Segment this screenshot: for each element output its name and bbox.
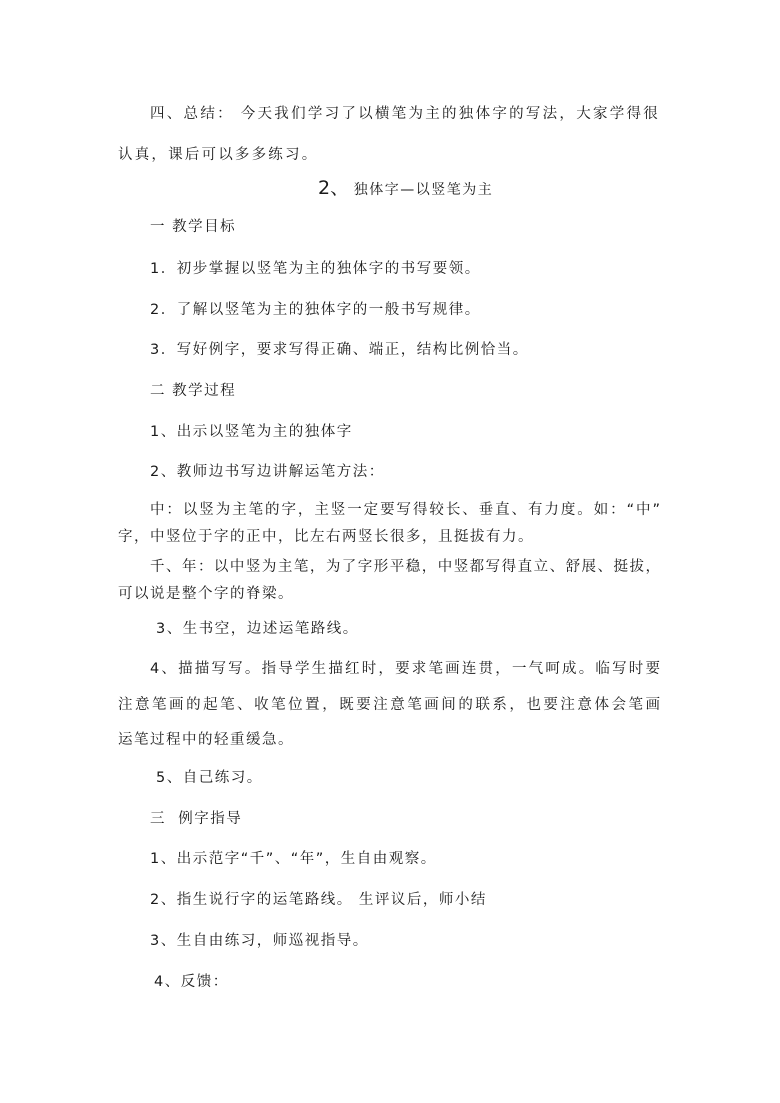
qian-paragraph-line-2: 可以说是整个字的脊梁。 xyxy=(118,586,294,602)
zhong-paragraph-line-1: 中：以竖为主笔的字，主竖一定要写得较长、垂直、有力度。如：“中” xyxy=(150,502,660,518)
process-item-4-line-3: 运笔过程中的轻重缓急。 xyxy=(118,732,294,748)
process-item-4-line-2: 注意笔画的起笔、收笔位置，既要注意笔画间的联系，也要注意体会笔画 xyxy=(118,697,660,713)
section-heading-text: 独体字—以竖笔为主 xyxy=(353,182,494,198)
zhong-paragraph-line-2: 字，中竖位于字的正中，比左右两竖长很多，且挺拔有力。 xyxy=(118,529,534,545)
section-heading xyxy=(318,178,493,200)
process-item-2: 2、教师边书写边讲解运笔方法： xyxy=(150,464,385,480)
goal-item-2: 2．了解以竖笔为主的独体字的一般书写规律。 xyxy=(150,302,481,318)
summary-line-1: 四、总结： 今天我们学习了以横笔为主的独体字的写法，大家学得很 xyxy=(150,106,660,122)
goal-heading: 一 教学目标 xyxy=(150,219,237,235)
example-heading: 三 例字指导 xyxy=(150,811,243,827)
example-item-2: 2、指生说行字的运笔路线。 生评议后，师小结 xyxy=(150,892,487,908)
process-item-4-line-1: 4、描描写写。指导学生描红时，要求笔画连贯，一气呵成。临写时要 xyxy=(150,661,660,677)
example-item-1: 1、出示范字“千”、“年”，生自由观察。 xyxy=(150,851,437,867)
qian-paragraph-line-1: 千、年：以中竖为主笔，为了字形平稳，中竖都写得直立、舒展、挺拔， xyxy=(150,559,660,575)
summary-line-2: 认真，课后可以多多练习。 xyxy=(118,147,319,163)
process-item-1: 1、出示以竖笔为主的独体字 xyxy=(150,424,353,440)
process-item-5: 5、自己练习。 xyxy=(156,770,263,786)
process-heading: 二 教学过程 xyxy=(150,383,237,399)
process-item-3: 3、生书空，边述运笔路线。 xyxy=(156,621,359,637)
example-item-4: 4、反馈： xyxy=(154,974,229,990)
goal-item-1: 1．初步掌握以竖笔为主的独体字的书写要领。 xyxy=(150,261,481,277)
example-item-3: 3、生自由练习，师巡视指导。 xyxy=(150,933,369,949)
section-heading-number: 2、 xyxy=(318,177,350,199)
goal-item-3: 3．写好例字，要求写得正确、端正，结构比例恰当。 xyxy=(150,342,529,358)
